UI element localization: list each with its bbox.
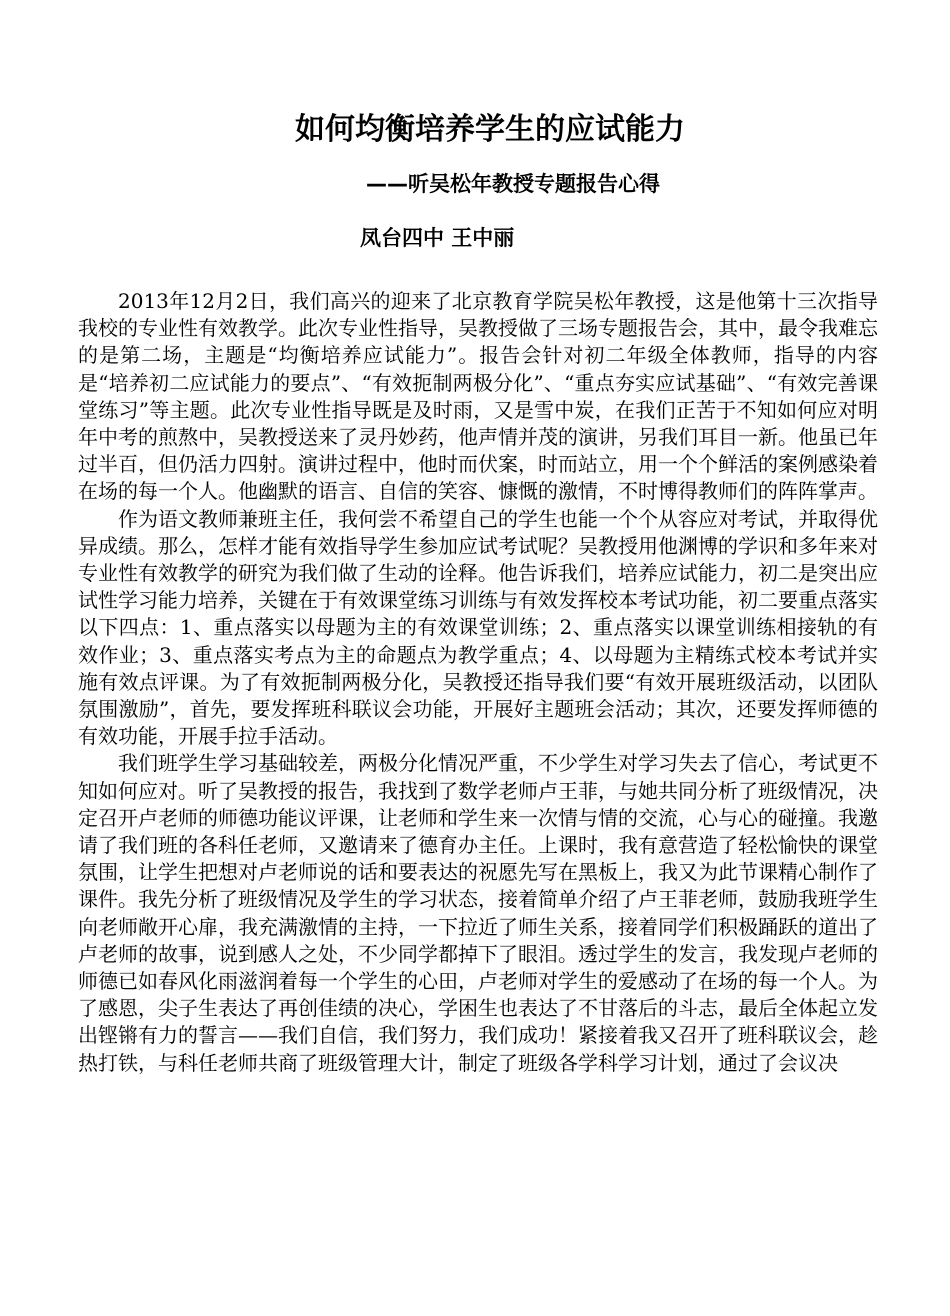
paragraph-2: 作为语文教师兼班主任，我何尝不希望自己的学生也能一个个从容应对考试，并取得优异成绩。那么，怎样才能有效指导学生参加应试考试呢？吴教授用他渊博的学识和多年来对专业性有效教学的研究为我们做了生动的诠释。他告诉我们，培养应试能力，初二是突出应试性学习能力培养，关键在于有效课堂练习训练与有效发挥校本考试功能，初二要重点落实以下四点：1、重点落实以母题为主的有效课堂训练；2、重点落实以课堂训练相接轨的有效作业；3、重点落实考点为主的命题点为教学重点；4、以母题为主精练式校本考试并实施有效点评课。为了有效扼制两极分化，吴教授还指导我们要“有效开展班级活动，以团队氛围激励”，首先，要发挥班科联议会功能，开展好主题班会活动；其次，还要发挥师德的有效功能，开展手拉手活动。 xyxy=(78,506,878,749)
author-line: 凤台四中 王中丽 xyxy=(360,226,515,250)
document-body xyxy=(78,288,878,1077)
document-subtitle: ——听吴松年教授专题报告心得 xyxy=(366,172,660,196)
document-title: 如何均衡培养学生的应试能力 xyxy=(295,112,685,147)
paragraph-1: 2013年12月2日，我们高兴的迎来了北京教育学院吴松年教授，这是他第十三次指导我校的专业性有效教学。此次专业性指导，吴教授做了三场专题报告会，其中，最令我难忘的是第二场，主题是“均衡培养应试能力”。报告会针对初二年级全体教师，指导的内容是“培养初二应试能力的要点”、“有效扼制两极分化”、“重点夯实应试基础”、“有效完善课堂练习”等主题。此次专业性指导既是及时雨，又是雪中炭，在我们正苦于不知如何应对明年中考的煎熬中，吴教授送来了灵丹妙药，他声情并茂的演讲，另我们耳目一新。他虽已年过半百，但仍活力四射。演讲过程中，他时而伏案，时而站立，用一个个鲜活的案例感染着在场的每一个人。他幽默的语言、自信的笑容、慷慨的激情，不时博得教师们的阵阵掌声。 xyxy=(78,289,878,504)
paragraph-3: 我们班学生学习基础较差，两极分化情况严重，不少学生对学习失去了信心，考试更不知如何应对。听了吴教授的报告，我找到了数学老师卢王菲，与她共同分析了班级情况，决定召开卢老师的师德功能议评课，让老师和学生来一次情与情的交流，心与心的碰撞。我邀请了我们班的各科任老师，又邀请来了德育办主任。上课时，我有意营造了轻松愉快的课堂氛围，让学生把想对卢老师说的话和要表达的祝愿先写在黑板上，我又为此节课精心制作了课件。我先分析了班级情况及学生的学习状态，接着简单介绍了卢王菲老师，鼓励我班学生向老师敞开心扉，我充满激情的主持，一下拉近了师生关系，接着同学们积极踊跃的道出了卢老师的故事，说到感人之处，不少同学都掉下了眼泪。透过学生的发言，我发现卢老师的师德已如春风化雨滋润着每一个学生的心田，卢老师对学生的爱感动了在场的每一个人。为了感恩，尖子生表达了再创佳绩的决心，学困生也表达了不甘落后的斗志，最后全体起立发出铿锵有力的誓言——我们自信，我们努力，我们成功！紧接着我又召开了班科联议会，趁热打铁，与科任老师共商了班级管理大计，制定了班级各学科学习计划，通过了会议决 xyxy=(78,751,878,1075)
